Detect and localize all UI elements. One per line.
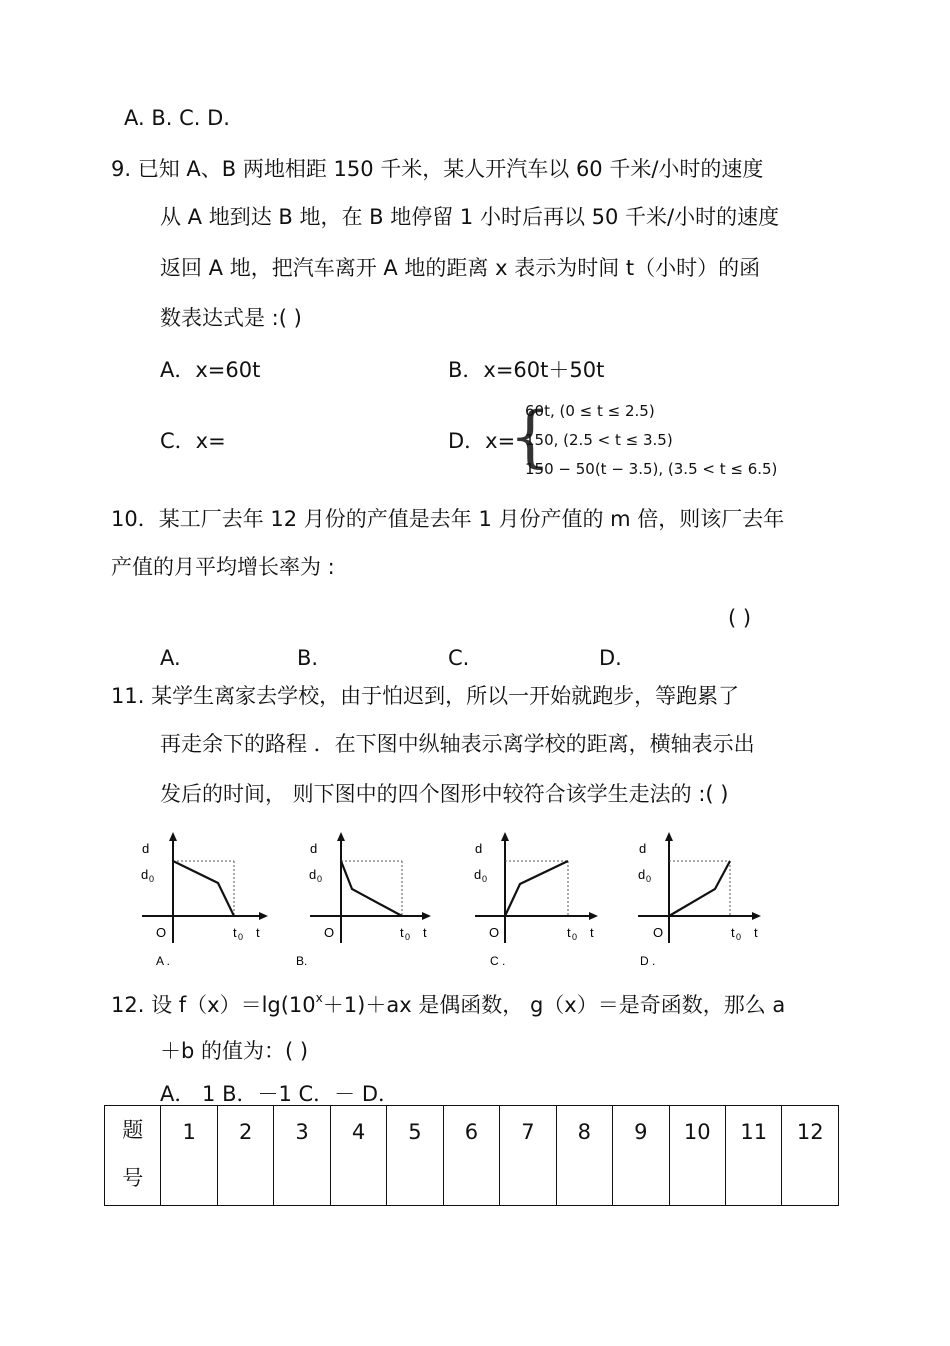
q11-line-1: 11. 某学生离家去学校，由于怕迟到，所以一开始就跑步，等跑累了: [111, 684, 740, 708]
answer-cell-3[interactable]: 3: [274, 1106, 330, 1206]
q12-line-1a: 12. 设 f（x）＝lg(10: [111, 993, 316, 1017]
q12-superscript: x: [315, 991, 323, 1005]
graph-a-t0: t: [233, 925, 237, 940]
graph-c-t0-sub: 0: [572, 932, 578, 942]
answer-cell-10[interactable]: 10: [669, 1106, 725, 1206]
graph-b-origin: O: [324, 925, 335, 940]
graph-c: [474, 832, 598, 968]
graph-a-d0: d: [141, 867, 149, 882]
q10-line-1: 10．某工厂去年 12 月份的产值是去年 1 月份产值的 m 倍，则该厂去年: [111, 507, 785, 531]
graph-b-t0: t: [400, 925, 404, 940]
q9-line-1: 9. 已知 A、B 两地相距 150 千米，某人开汽车以 60 千米/小时的速度: [111, 157, 764, 181]
graph-b-xlabel: t: [423, 925, 427, 940]
q9-line-3: 返回 A 地，把汽车离开 A 地的距离 x 表示为时间 t（小时）的函: [160, 256, 761, 280]
graph-a-t0-sub: 0: [238, 932, 244, 942]
graph-a-d0-sub: 0: [149, 874, 155, 884]
graph-d-t0: t: [731, 925, 735, 940]
q10-option-c: C.: [448, 646, 470, 670]
graph-d-d0-sub: 0: [646, 874, 652, 884]
graph-b-t0-sub: 0: [405, 932, 411, 942]
graph-c-ylabel: d: [475, 841, 483, 856]
graph-d-t0-sub: 0: [736, 932, 742, 942]
q12-options: A． 1 B．－1 C．－ D．: [160, 1082, 400, 1106]
q10-option-a: A.: [160, 646, 181, 670]
graph-c-d0-sub: 0: [482, 874, 488, 884]
answer-table: [104, 1105, 839, 1206]
graph-a-label: A .: [156, 954, 171, 968]
q12-line-2: ＋b 的值为：( ): [160, 1039, 309, 1063]
q12-line-1b: ＋1)＋ax 是偶函数， g（x）＝是奇函数，那么 a: [322, 993, 786, 1017]
graph-b-ylabel: d: [310, 841, 318, 856]
graph-d-label: D .: [640, 954, 656, 968]
answer-cell-6[interactable]: 6: [443, 1106, 499, 1206]
graph-c-label: C .: [490, 954, 506, 968]
q9-piece-2: 150, (2.5 < t ≤ 3.5): [525, 431, 673, 449]
graph-c-t0: t: [567, 925, 571, 940]
graph-a-origin: O: [156, 925, 167, 940]
q9-line-4: 数表达式是 :( ): [160, 306, 302, 330]
answer-cell-9[interactable]: 9: [613, 1106, 669, 1206]
q12-line-1: [111, 991, 785, 1017]
graph-d-d0: d: [638, 867, 646, 882]
graph-d-xlabel: t: [754, 925, 758, 940]
answer-cell-8[interactable]: 8: [556, 1106, 612, 1206]
answer-header-top: 题: [122, 1118, 144, 1142]
answer-cell-5[interactable]: 5: [387, 1106, 443, 1206]
q9-option-d: D．x=: [448, 429, 516, 453]
answer-header-bottom: 号: [122, 1166, 144, 1190]
q9-option-b: B．x=60t＋50t: [448, 358, 605, 382]
q11-line-3: 发后的时间， 则下图中的四个图形中较符合该学生走法的 :( ): [160, 782, 729, 806]
answer-cell-7[interactable]: 7: [500, 1106, 556, 1206]
q9-option-c: C．x=: [160, 429, 226, 453]
graph-c-d0: d: [474, 867, 482, 882]
q9-line-2: 从 A 地到达 B 地，在 B 地停留 1 小时后再以 50 千米/小时的速度: [160, 205, 780, 229]
answer-table-row: [105, 1106, 839, 1206]
graph-b-d0-sub: 0: [317, 874, 323, 884]
piecewise-brace: {: [509, 398, 551, 475]
answer-cell-4[interactable]: 4: [330, 1106, 386, 1206]
graph-c-origin: O: [489, 925, 500, 940]
q11-line-2: 再走余下的路程 ．在下图中纵轴表示离学校的距离，横轴表示出: [160, 732, 755, 756]
graph-b: [296, 832, 431, 968]
graph-d-origin: O: [653, 925, 664, 940]
answer-table-header: [105, 1106, 161, 1206]
graph-a-xlabel: t: [256, 925, 260, 940]
graph-d-ylabel: d: [639, 841, 647, 856]
answer-cell-2[interactable]: 2: [217, 1106, 273, 1206]
q10-option-b: B.: [297, 646, 319, 670]
q10-line-2: 产值的月平均增长率为 :: [111, 555, 335, 579]
graph-c-xlabel: t: [590, 925, 594, 940]
q8-options: A. B. C. D.: [124, 106, 230, 130]
graph-b-label: B.: [296, 954, 308, 968]
answer-cell-1[interactable]: 1: [161, 1106, 217, 1206]
q10-answer-paren: ( ): [728, 606, 752, 630]
q9-piece-1: 60t, (0 ≤ t ≤ 2.5): [525, 402, 655, 420]
q10-option-d: D.: [599, 646, 622, 670]
answer-cell-12[interactable]: 12: [782, 1106, 839, 1206]
graph-d: [638, 832, 761, 968]
q9-option-a: A．x=60t: [160, 358, 261, 382]
answer-cell-11[interactable]: 11: [725, 1106, 781, 1206]
graph-a-ylabel: d: [142, 841, 150, 856]
q9-piece-3: 150 − 50(t − 3.5), (3.5 < t ≤ 6.5): [525, 460, 778, 478]
graph-b-d0: d: [309, 867, 317, 882]
graph-a: [141, 832, 268, 968]
